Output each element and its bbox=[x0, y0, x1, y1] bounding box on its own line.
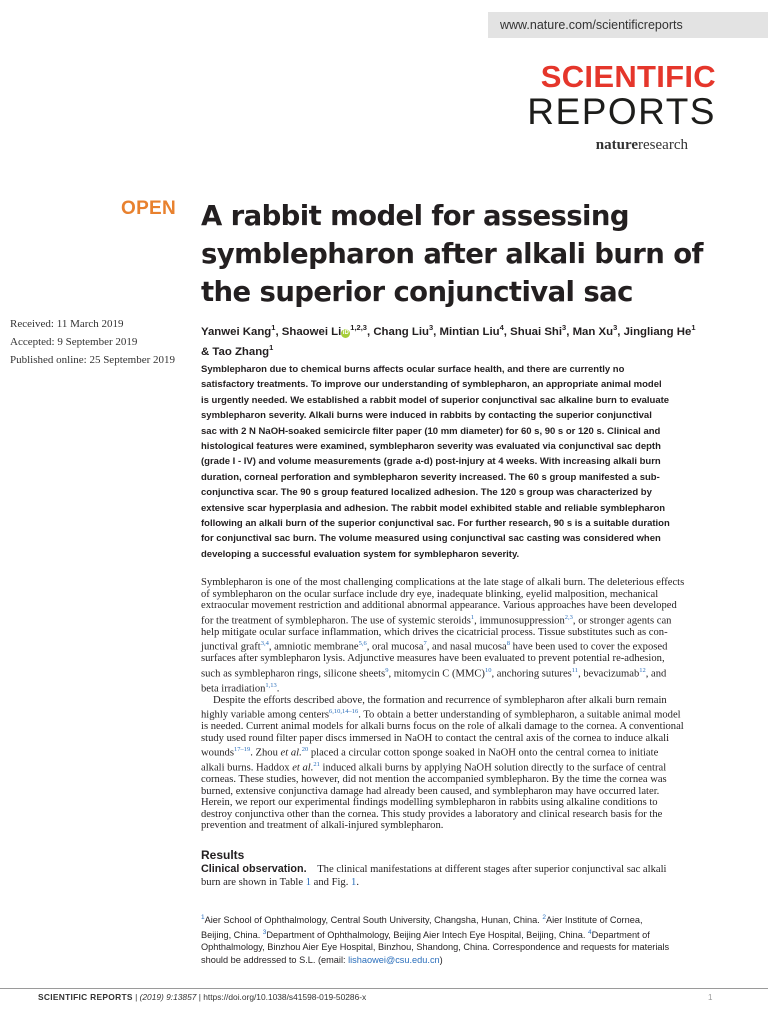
citation-link[interactable]: 5,6 bbox=[358, 640, 367, 648]
author-name[interactable]: Shaowei Li bbox=[281, 325, 342, 338]
abstract-line: duration, corneal perforation and symblepharon severity increased. The 60 s group manifested a sub- bbox=[201, 471, 660, 483]
body-text: burned, extensive conjunctiva damage had already been caused, and symblepharon may have occurred later. bbox=[201, 785, 660, 797]
results-heading: Results bbox=[201, 848, 245, 862]
body-text: Herein, we report our experimental findings modelling symblepharon in rabbits using alkaline conditions to bbox=[201, 797, 658, 809]
citation-link[interactable]: 21 bbox=[313, 761, 320, 769]
body-text: Despite the efforts described above, the formation and recurrence of symblepharon after alkali burn remain bbox=[213, 694, 667, 706]
title-line: the superior conjunctival sac bbox=[201, 276, 633, 308]
abstract-line: symblepharon severity. Alkali burns were induced in rabbits by contacting the superior conjunctival bbox=[201, 410, 652, 422]
author-name[interactable]: & Tao Zhang bbox=[201, 345, 270, 358]
body-text: placed a circular cotton sponge soaked in NaOH onto the central cornea to initiate bbox=[308, 747, 659, 759]
body-line bbox=[201, 721, 729, 733]
body-text: extraocular movement restriction and additional abnormal appearance. Various approaches have been developed bbox=[201, 600, 677, 611]
body-italic: et al. bbox=[280, 747, 302, 759]
body-line bbox=[201, 733, 729, 745]
body-line bbox=[201, 680, 729, 695]
body-line bbox=[201, 774, 729, 786]
body-line bbox=[201, 820, 729, 832]
affiliation-number: 1 bbox=[201, 914, 205, 921]
body-line bbox=[201, 797, 729, 809]
accepted-date: Accepted: 9 September 2019 bbox=[10, 336, 138, 348]
footer-divider bbox=[0, 988, 768, 989]
affiliation-line bbox=[201, 927, 729, 942]
journal-url-bar[interactable] bbox=[488, 12, 768, 38]
publisher-logo bbox=[596, 137, 688, 154]
citation-link[interactable]: 6,10,14–16 bbox=[328, 708, 359, 716]
citation-link[interactable]: 17–19 bbox=[233, 746, 251, 754]
body-line bbox=[201, 638, 729, 653]
author-name[interactable]: Shuai Shi bbox=[510, 325, 563, 338]
author-name[interactable]: Man Xu bbox=[572, 325, 614, 338]
author-affiliation-ref: 3 bbox=[429, 323, 434, 332]
body-text: , bevacizumab bbox=[578, 668, 640, 680]
author-affiliation-ref: 1 bbox=[691, 323, 696, 332]
body-line bbox=[201, 653, 729, 665]
affiliation-text: Aier School of Ophthalmology, Central South University, Changsha, Hunan, China. bbox=[204, 915, 543, 926]
body-line bbox=[201, 589, 729, 601]
affiliation-number: 4 bbox=[587, 928, 592, 936]
abstract-line: is urgently needed. We established a rabbit model of superior conjunctival sac alkaline burn to evaluate bbox=[201, 394, 670, 406]
citation-link[interactable]: 8 bbox=[506, 640, 511, 648]
body-text: . Zhou bbox=[250, 747, 281, 759]
citation-link[interactable]: 1,13 bbox=[265, 681, 277, 689]
body-text: destroy conjunctiva other than the cornea. This study provides a laboratory and clinical research basis for the bbox=[201, 808, 663, 820]
citation-link[interactable]: 11 bbox=[571, 666, 579, 674]
body-line bbox=[201, 786, 729, 798]
body-text: junctival graft bbox=[201, 641, 261, 653]
affiliation-text: Ophthalmology, Binzhou Aier Eye Hospital, Binzhou, Shandong, China. Correspondence and requests for materials bbox=[201, 942, 670, 953]
author-name[interactable]: Chang Liu bbox=[373, 325, 429, 338]
citation-link[interactable]: 10 bbox=[484, 666, 492, 674]
author-separator: , bbox=[503, 325, 511, 338]
body-line bbox=[201, 744, 729, 759]
citation-link[interactable]: 2,3 bbox=[564, 613, 573, 621]
footer-journal: SCIENTIFIC REPORTS bbox=[38, 992, 133, 1002]
body-line bbox=[201, 577, 729, 589]
journal-url[interactable]: www.nature.com/scientificreports bbox=[500, 18, 683, 32]
affiliation-text: Aier Institute of Cornea, bbox=[545, 915, 643, 926]
affiliation-text: Department of Ophthalmology, Beijing Aier Intech Eye Hospital, Beijing, China. bbox=[266, 929, 588, 940]
author-affiliation-ref: 1,2,3 bbox=[350, 323, 367, 332]
abstract-line: satisfactory treatments. To improve our understanding of symblepharon, an appropriate animal model bbox=[201, 379, 662, 391]
citation-link[interactable]: 20 bbox=[301, 746, 309, 754]
body-line bbox=[201, 759, 729, 774]
body-italic: et al. bbox=[292, 762, 314, 774]
body-text: help mitigate ocular surface inflammation, which drives the cicatricial process. Tissue substitutes such as con- bbox=[201, 626, 668, 638]
body-text: , and bbox=[645, 668, 667, 680]
clinical-observation-paragraph bbox=[201, 863, 729, 889]
body-line bbox=[201, 809, 729, 821]
body-text: , mitomycin C (MMC) bbox=[388, 668, 485, 680]
author-affiliation-ref: 1 bbox=[271, 323, 276, 332]
publisher-research: research bbox=[638, 137, 688, 153]
body-text: , immunosuppression bbox=[474, 615, 565, 627]
author-affiliation-ref: 4 bbox=[499, 323, 504, 332]
body-text: prevention and treatment of alkali-injured symblepharon. bbox=[201, 820, 444, 832]
affiliation-text: ) bbox=[439, 954, 443, 965]
results-text: burn are shown in Table bbox=[201, 876, 306, 888]
body-text: wounds bbox=[201, 747, 234, 759]
abstract-line: for conjunctival sac burn. The volume measured using conjunctival sac casting was considered when bbox=[201, 533, 661, 545]
page-number: 1 bbox=[708, 993, 713, 1002]
abstract-line: Symblepharon due to chemical burns affects ocular surface health, and there are currently no bbox=[201, 364, 625, 375]
received-date: Received: 11 March 2019 bbox=[10, 318, 124, 330]
orcid-icon[interactable]: iD bbox=[342, 329, 349, 336]
affiliation-line bbox=[201, 912, 729, 927]
abstract-line: sac with 2 N NaOH-soaked semicircle filter paper (10 mm diameter) for 60 s, 90 s or 120 s. Clinical and bbox=[201, 425, 661, 437]
affiliation-text: Beijing, China. bbox=[201, 929, 263, 940]
affiliations bbox=[201, 912, 729, 966]
abstract-line: (grade I - IV) and volume measurements (grade a-d) post-injury at 4 weeks. With increasing alkali burn bbox=[201, 456, 661, 468]
footer-separator: | bbox=[132, 992, 140, 1002]
body-text: corneas. These studies, however, did not mention the accompanied symblepharon. By the time the cornea was bbox=[201, 774, 667, 786]
published-date: Published online: 25 September 2019 bbox=[10, 354, 175, 366]
results-text: The clinical manifestations at different stages after superior conjunctival sac alkali bbox=[317, 864, 667, 875]
affiliation-text: should be addressed to S.L. (email: bbox=[201, 954, 349, 965]
affiliation-line bbox=[201, 941, 729, 954]
body-text: is needed. Current animal models for alkali burns focus on the role of alkali damage to the cornea. A conventional bbox=[201, 721, 684, 733]
citation-link[interactable]: 1 bbox=[470, 613, 475, 621]
body-line bbox=[201, 600, 729, 612]
body-text: of symblepharon on the ocular surface include dry eye, inadequate blinking, eyelid malposition, mechanical bbox=[201, 588, 659, 600]
results-text: and Fig. bbox=[310, 876, 352, 888]
affiliation-number: 3 bbox=[262, 928, 267, 936]
citation-link[interactable]: 7 bbox=[423, 640, 427, 648]
affiliation-text: Department of bbox=[591, 929, 650, 940]
journal-logo-reports: REPORTS bbox=[527, 91, 716, 132]
title-line: A rabbit model for assessing bbox=[201, 200, 629, 232]
article-title bbox=[201, 197, 721, 311]
body-text: . bbox=[276, 683, 280, 695]
author-separator: , bbox=[275, 325, 282, 338]
journal-logo-scientific: SCIENTIFIC bbox=[540, 59, 716, 94]
body-line bbox=[201, 706, 729, 721]
body-text: study used round filter paper discs immersed in NaOH to contact the central axis of the cornea to induce alkali bbox=[201, 732, 670, 744]
author-list bbox=[201, 320, 721, 360]
body-line bbox=[201, 665, 729, 680]
abstract-line: following an alkali burn of the superior conjunctival sac. For further research, 90 s is a suitable duration bbox=[201, 518, 670, 530]
page-footer bbox=[38, 992, 366, 1002]
author-name[interactable]: Jingliang He bbox=[623, 325, 692, 338]
footer-doi[interactable]: | https://doi.org/10.1038/s41598-019-50286-x bbox=[196, 992, 367, 1002]
body-text: , oral mucosa bbox=[366, 641, 424, 653]
abstract-line: extensive scar hyperplasia and adhesion. The rabbit model exhibited stable and reliable symblepharon bbox=[201, 502, 666, 514]
author-affiliation-ref: 1 bbox=[269, 342, 274, 352]
citation-link[interactable]: 9 bbox=[385, 666, 389, 674]
affiliation-number: 2 bbox=[542, 914, 546, 921]
clinical-observation-heading: Clinical observation. bbox=[201, 863, 307, 875]
author-affiliation-ref: 3 bbox=[613, 323, 618, 332]
author-separator: , bbox=[617, 325, 624, 338]
citation-link[interactable]: 3,4 bbox=[260, 640, 269, 648]
body-text: , amniotic membrane bbox=[268, 641, 359, 653]
author-separator: , bbox=[433, 325, 440, 338]
body-text: for the treatment of symblepharon. The use of systemic steroids bbox=[201, 615, 471, 627]
article-dates bbox=[10, 315, 175, 369]
body-text: alkali burns. Haddox bbox=[201, 762, 293, 774]
citation-link[interactable]: 12 bbox=[639, 666, 646, 674]
body-text: beta irradiation bbox=[201, 683, 266, 695]
author-name[interactable]: Mintian Liu bbox=[439, 325, 500, 338]
body-text: such as symblepharon rings, silicone sheets bbox=[201, 668, 386, 680]
body-line bbox=[201, 695, 729, 707]
body-text: . To obtain a better understanding of symblepharon, a suitable animal model bbox=[358, 709, 681, 721]
body-line bbox=[201, 627, 729, 639]
author-affiliation-ref: 3 bbox=[562, 323, 567, 332]
figure-1-link[interactable]: 1 bbox=[351, 876, 357, 888]
introduction bbox=[201, 577, 729, 832]
corresponding-email-link[interactable]: lishaowei@csu.edu.cn bbox=[348, 954, 440, 965]
author-name[interactable]: Yanwei Kang bbox=[201, 325, 272, 338]
body-text: induced alkali burns by applying NaOH solution directly to the surface of central bbox=[319, 762, 667, 774]
body-text: highly variable among centers bbox=[201, 709, 329, 721]
body-text: Symblepharon is one of the most challenging complications at the late stage of alkali burn. The deleterious effects bbox=[201, 577, 685, 588]
abstract bbox=[201, 362, 729, 562]
body-text: , or stronger agents can bbox=[572, 615, 672, 627]
author-separator: , bbox=[366, 325, 374, 338]
body-line bbox=[201, 612, 729, 627]
abstract-line: developing a successful evaluation system for symblepharon severity. bbox=[201, 548, 520, 560]
abstract-line: histological features were examined, symblepharon severity was evaluated via conjunctival sac depth bbox=[201, 441, 661, 453]
footer-citation: (2019) 9:13857 bbox=[139, 992, 197, 1002]
body-text: have been used to cover the exposed bbox=[510, 641, 668, 653]
body-text: surfaces after symblepharon lysis. Adjunctive measures have been evaluated to prevent potential re-adhesion, bbox=[201, 653, 665, 665]
title-line: symblepharon after alkali burn of bbox=[201, 238, 703, 270]
results-text: . bbox=[356, 876, 359, 888]
publisher-nature: nature bbox=[595, 137, 639, 153]
abstract-line: conjunctiva scar. The 90 s group featured localized adhesion. The 120 s group was characterized by bbox=[201, 487, 652, 499]
open-access-badge: OPEN bbox=[121, 198, 177, 219]
body-text: , anchoring sutures bbox=[491, 668, 572, 680]
body-text: , and nasal mucosa bbox=[426, 641, 507, 653]
author-separator: , bbox=[566, 325, 573, 338]
table-1-link[interactable]: 1 bbox=[305, 876, 311, 888]
